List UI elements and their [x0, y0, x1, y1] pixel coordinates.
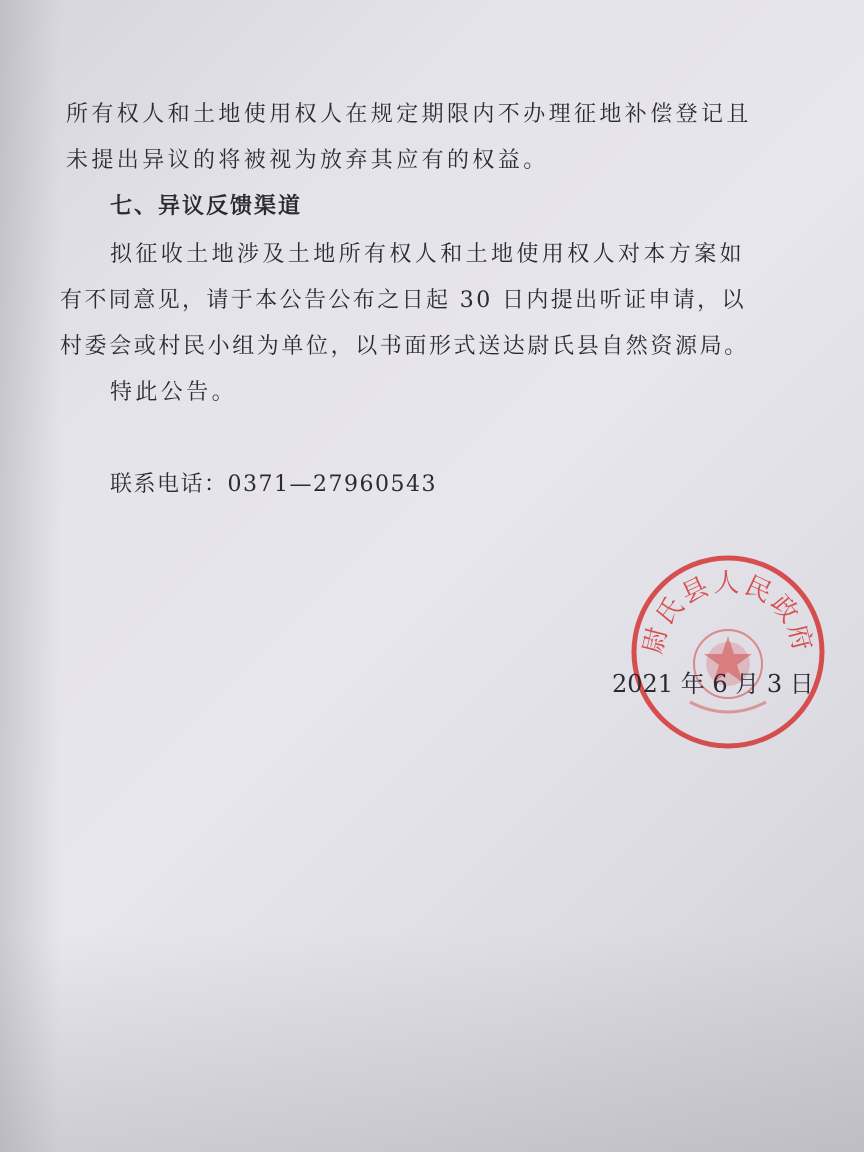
seal-text: 尉氏县人民政府 — [638, 568, 818, 657]
document-date: 2021 年 6 月 3 日 — [612, 670, 814, 698]
paragraph-line: 拟征收土地涉及土地所有权人和土地使用权人对本方案如 — [110, 242, 746, 267]
official-seal — [628, 552, 828, 752]
paragraph-line: 有不同意见，请于本公告公布之日起 30 日内提出听证申请，以 — [60, 288, 746, 313]
section-heading: 七、异议反馈渠道 — [110, 194, 303, 219]
page-shadow-bottom — [0, 932, 864, 1152]
contact-phone: 联系电话：0371—27960543 — [110, 472, 437, 497]
closing-text: 特此公告。 — [110, 380, 238, 405]
paragraph-line: 未提出异议的将被视为放弃其应有的权益。 — [66, 148, 549, 173]
paragraph-line: 所有权人和土地使用权人在规定期限内不办理征地补偿登记且 — [66, 102, 752, 127]
paragraph-line: 村委会或村民小组为单位，以书面形式送达尉氏县自然资源局。 — [60, 334, 749, 359]
